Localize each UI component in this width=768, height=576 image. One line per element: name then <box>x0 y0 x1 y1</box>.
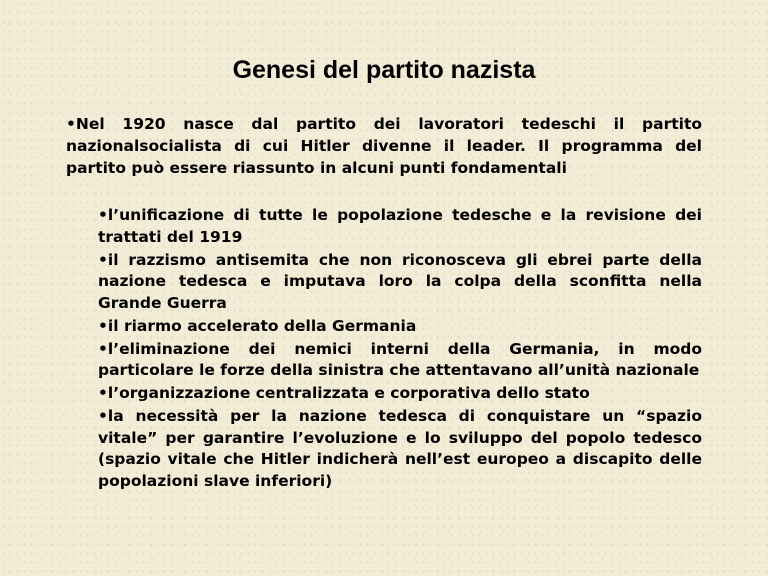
intro-paragraph <box>66 113 702 179</box>
bullet-icon: • <box>98 384 108 402</box>
list-item-text: il riarmo accelerato della Germania <box>107 316 417 335</box>
program-points-list <box>98 205 702 494</box>
bullet-icon: • <box>98 250 108 269</box>
list-item <box>98 383 702 405</box>
slide-title: Genesi del partito nazista <box>232 56 536 84</box>
bullet-icon: • <box>66 115 76 133</box>
list-item-text: l’organizzazione centralizzata e corporativa dello stato <box>107 384 590 402</box>
bullet-icon: • <box>98 339 108 358</box>
list-item-text: l’unificazione di tutte le popolazione tedesche e la revisione dei trattati del 1919 <box>98 206 702 246</box>
bullet-icon: • <box>98 407 108 425</box>
list-item-text: il razzismo antisemita che non riconosceva gli ebrei parte della nazione tedesca e imputava loro la colpa della sconfitta nella Grande Guerra <box>98 250 702 312</box>
list-item <box>98 406 702 492</box>
list-item <box>98 339 702 382</box>
list-item-text: la necessità per la nazione tedesca di conquistare un “spazio vitale” per garantire l’evoluzione e lo sviluppo del popolo tedesco (spazio vitale che Hitler indicherà nell’est europeo a discapito delle popolazioni slave inferiori) <box>98 407 702 490</box>
bullet-icon: • <box>98 316 108 335</box>
list-item <box>98 205 702 248</box>
intro-text: Nel 1920 nasce dal partito dei lavoratori tedeschi il partito nazionalsocialista di cui Hitler divenne il leader. Il programma del partito può essere riassunto in alcuni punti fondamentali <box>66 115 702 177</box>
list-item <box>98 316 702 338</box>
list-item <box>98 250 702 315</box>
bullet-icon: • <box>98 206 108 224</box>
list-item-text: l’eliminazione dei nemici interni della Germania, in modo particolare le forze della sinistra che attentavano all’unità nazionale <box>98 339 702 379</box>
